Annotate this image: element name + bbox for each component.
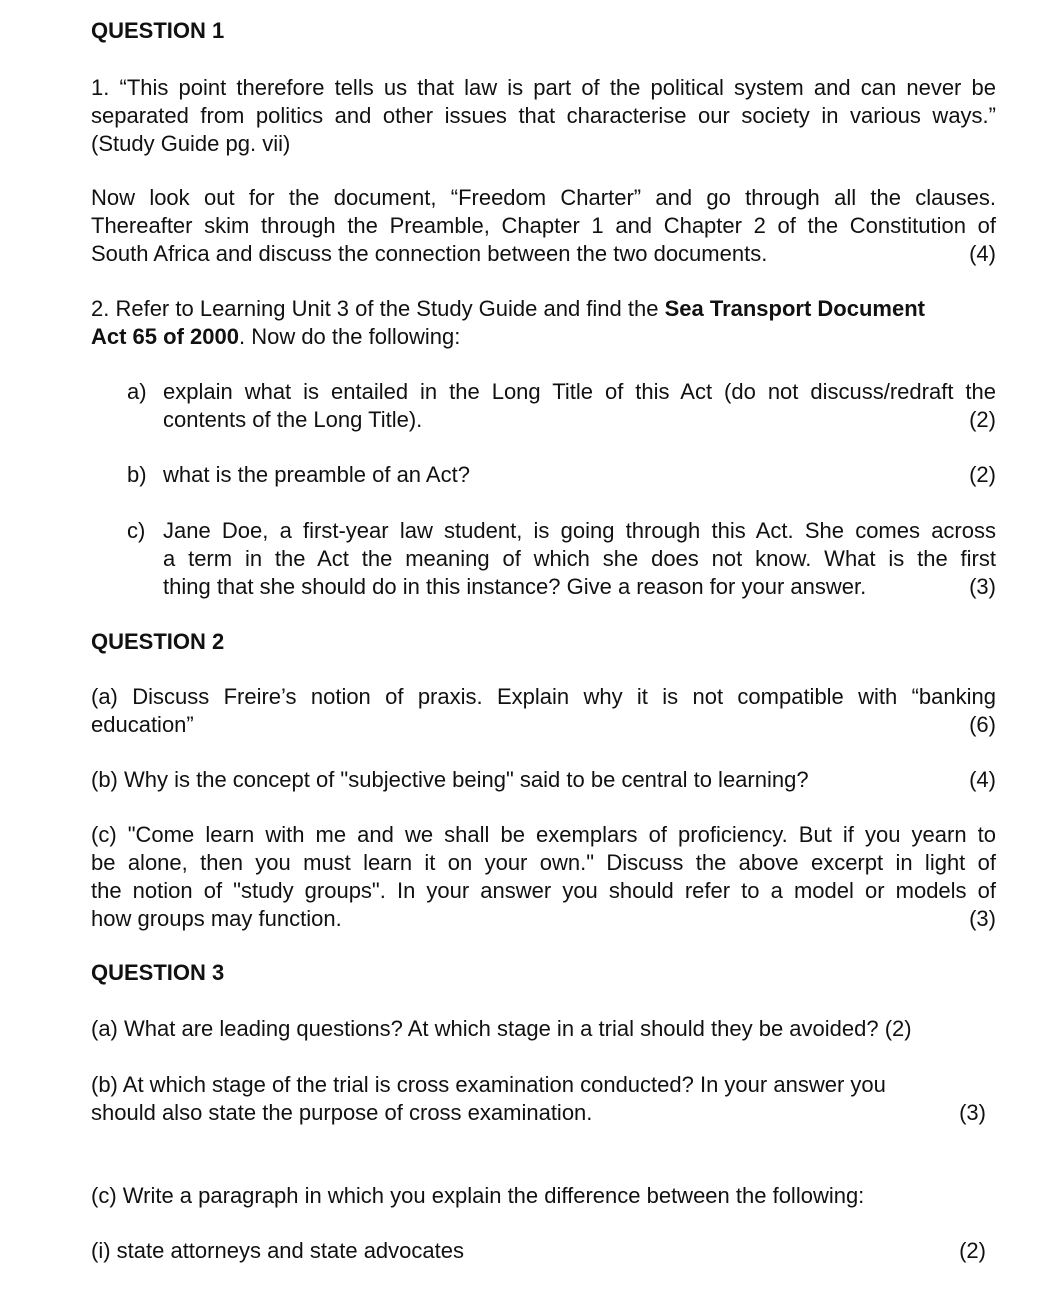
q1-item-b — [127, 461, 996, 489]
q1-item-a-mark: (2) — [969, 407, 996, 432]
q3-part-c-i — [91, 1237, 986, 1265]
q2-a-mark: (6) — [969, 712, 996, 737]
q2-c-line-3: the notion of "study groups". In your answer you should refer to a model or models of — [91, 878, 996, 903]
q1-p3-act-number: Act 65 of 2000 — [91, 324, 239, 349]
q1-p2-line-1: Now look out for the document, “Freedom Charter” and go through all the clauses. — [91, 185, 996, 210]
q3-c-i-text: (i) state attorneys and state advocates — [91, 1238, 464, 1263]
q2-a-line-1: (a) Discuss Freire’s notion of praxis. Explain why it is not compatible with “banking — [91, 684, 996, 709]
q1-item-c-letter: c) — [127, 518, 146, 543]
q2-b-text: (b) Why is the concept of "subjective being" said to be central to learning? — [91, 767, 809, 792]
q1-item-a-line-2: contents of the Long Title). — [163, 407, 423, 432]
q1-p3-intro: 2. Refer to Learning Unit 3 of the Study Guide and find the — [91, 296, 665, 321]
question-2-heading: QUESTION 2 — [91, 629, 225, 654]
q3-part-c: (c) Write a paragraph in which you explain the difference between the following: — [91, 1183, 865, 1208]
q3-part-a: (a) What are leading questions? At which stage in a trial should they be avoided? (2) — [91, 1016, 912, 1041]
q1-item-a — [127, 378, 996, 434]
q2-a-line-2: education” — [91, 712, 194, 737]
q1-item-c — [127, 517, 996, 601]
q3-c-i-mark: (2) — [959, 1238, 986, 1263]
q2-part-b — [91, 766, 996, 794]
q2-b-mark: (4) — [969, 767, 996, 792]
q3-b-mark: (3) — [959, 1100, 986, 1125]
q1-item-a-letter: a) — [127, 379, 147, 404]
q1-item-c-mark: (3) — [969, 574, 996, 599]
q1-paragraph-2 — [91, 184, 996, 268]
question-3-heading: QUESTION 3 — [91, 960, 225, 985]
question-1-heading: QUESTION 1 — [91, 18, 225, 43]
q3-b-line-2: should also state the purpose of cross examination. — [91, 1100, 593, 1125]
q2-part-c — [91, 821, 996, 933]
q3-part-b — [91, 1071, 986, 1127]
q2-c-line-1: (c) "Come learn with me and we shall be exemplars of proficiency. But if you yearn to — [91, 822, 996, 847]
q1-p2-line-3: South Africa and discuss the connection between the two documents. — [91, 241, 768, 266]
q2-c-line-4: how groups may function. — [91, 906, 342, 931]
q1-paragraph-3 — [91, 295, 996, 351]
q1-p2-mark: (4) — [969, 241, 996, 266]
q1-item-a-line-1: explain what is entailed in the Long Title of this Act (do not discuss/redraft the — [163, 379, 996, 404]
q1-item-c-line-2: a term in the Act the meaning of which she does not know. What is the first — [163, 546, 996, 571]
q1-paragraph-1: 1. “This point therefore tells us that law is part of the political system and can never be separated from politics and other issues that characterise our society in various ways.” (Study Guide pg. vii) — [91, 75, 996, 156]
q1-item-b-letter: b) — [127, 462, 147, 487]
q1-p3-instruction: . Now do the following: — [238, 324, 461, 349]
q1-item-c-line-3: thing that she should do in this instance? Give a reason for your answer. — [163, 574, 867, 599]
q2-c-line-2: be alone, then you must learn it on your own." Discuss the above excerpt in light of — [91, 850, 996, 875]
q1-item-b-mark: (2) — [969, 462, 996, 487]
q1-item-b-text: what is the preamble of an Act? — [163, 462, 470, 487]
q1-p3-act-name: Sea Transport Document — [664, 296, 925, 321]
q3-b-line-1: (b) At which stage of the trial is cross examination conducted? In your answer you — [91, 1072, 886, 1097]
q2-part-a — [91, 683, 996, 739]
q1-item-c-line-1: Jane Doe, a first-year law student, is going through this Act. She comes across — [163, 518, 996, 543]
q1-p2-line-2: Thereafter skim through the Preamble, Chapter 1 and Chapter 2 of the Constitution of — [91, 213, 996, 238]
q2-c-mark: (3) — [969, 906, 996, 931]
